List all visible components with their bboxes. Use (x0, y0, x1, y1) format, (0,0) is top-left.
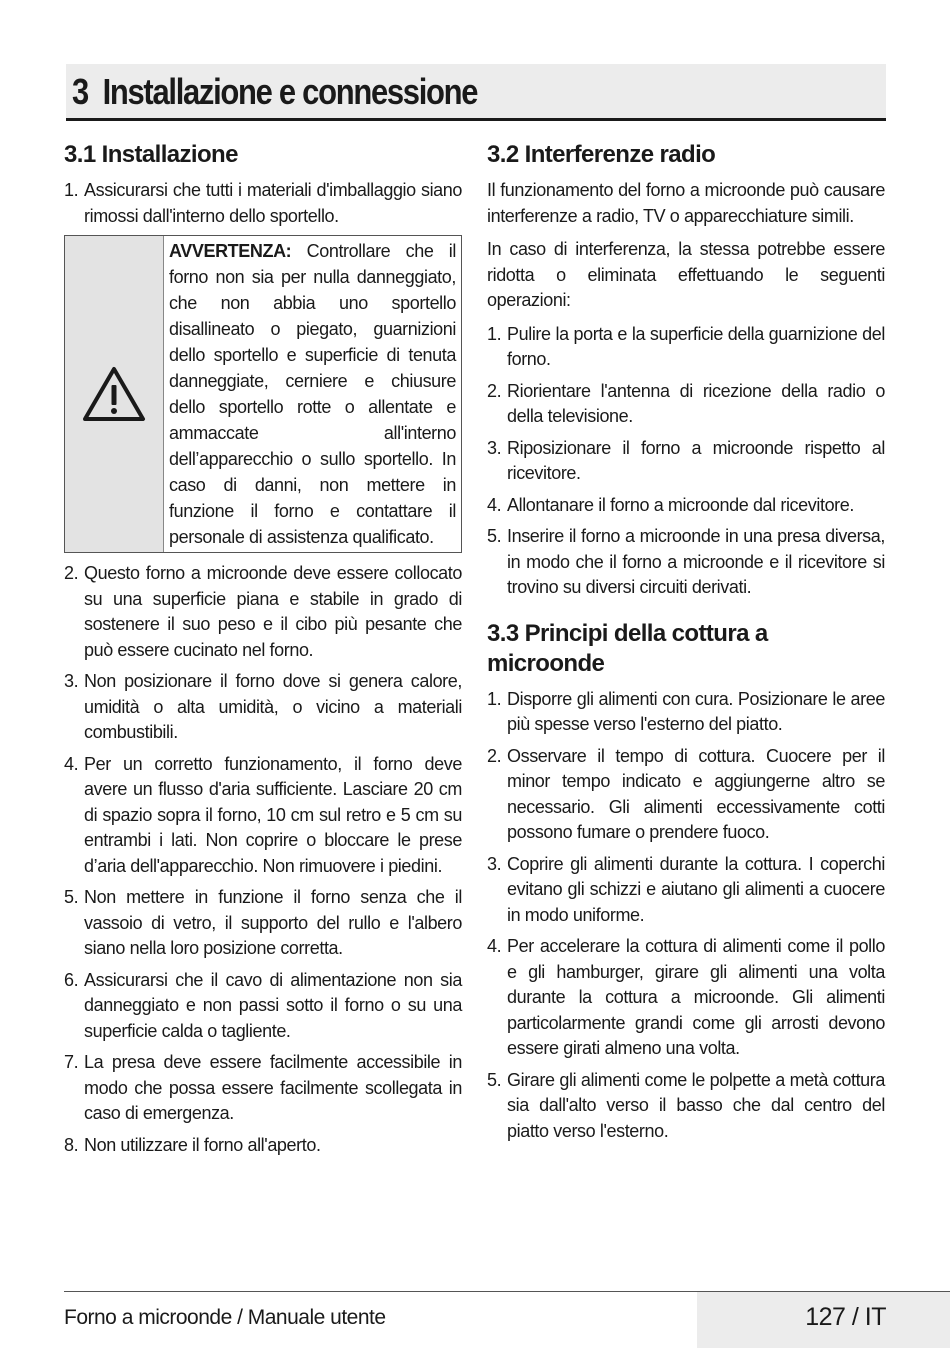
installation-list-part1 (64, 178, 462, 229)
list-item (487, 744, 885, 846)
paragraph: In caso di interferenza, la stessa potrebbe essere ridotta o eliminata effettuando le seguenti operazioni: (487, 239, 885, 310)
item-number: 4. (487, 936, 502, 956)
list-item (487, 1068, 885, 1145)
item-number: 4. (487, 494, 502, 515)
list-item (487, 436, 885, 487)
list-item (64, 1133, 462, 1159)
warning-label: AVVERTENZA: (169, 241, 292, 261)
item-text: Coprire gli alimenti durante la cottura. I coperchi evitano gli schizzi e aiutano gli alimenti a cuocere in modo uniforme. (507, 853, 885, 925)
item-text: Riposizionare il forno a microonde rispetto al ricevitore. (507, 437, 885, 483)
item-number: 2. (487, 380, 502, 401)
item-text: Pulire la porta e la superficie della guarnizione del forno. (507, 323, 885, 369)
list-item (487, 322, 885, 373)
item-number: 4. (64, 753, 79, 774)
list-item (64, 752, 462, 880)
list-item (487, 934, 885, 1062)
list-item (64, 968, 462, 1045)
left-column (64, 140, 462, 1164)
item-text: Non posizionare il forno dove si genera calore, umidità o alta umidità, o vicino a materiali combustibili. (84, 671, 462, 742)
section-heading-interferenze: 3.2 Interferenze radio (487, 141, 716, 168)
interference-list (487, 322, 885, 601)
item-text: Non mettere in funzione il forno senza che il vassoio di vetro, il supporto del rullo e l'albero siano nella loro posizione corretta. (84, 887, 462, 958)
item-text: Per un corretto funzionamento, il forno deve avere un flusso d'aria sufficiente. Lasciare 20 cm di spazio sopra il forno, 10 cm sul retro e 5 cm su entrambi i lati. Non coprire o bloccare le prese d’aria dell'apparecchio. Non rimuovere i piedini. (84, 753, 462, 876)
item-text: Osservare il tempo di cottura. Cuocere per il minor tempo indicato e aggiungerne altro se necessario. Gli alimenti eccessivamente cotti possono fumare o prendere fuoco. (507, 745, 885, 842)
item-text: Disporre gli alimenti con cura. Posizionare le aree più spesse verso l'esterno del piatto. (507, 688, 885, 734)
item-text: Allontanare il forno a microonde dal ricevitore. (507, 494, 854, 515)
chapter-title-text: Installazione e connessione (102, 71, 478, 112)
list-item (64, 669, 462, 746)
item-number: 3. (487, 853, 502, 874)
item-number: 1. (487, 323, 502, 344)
list-item (487, 493, 885, 519)
item-number: 1. (487, 688, 502, 709)
item-text: Per accelerare la cottura di alimenti come il pollo e gli hamburger, girare gli alimenti una volta durante la cottura a microonde. Gli alimenti particolarmente grandi come gli arrosti devono essere girati almeno una volta. (507, 936, 885, 1058)
list-item (487, 687, 885, 738)
list-item (64, 561, 462, 663)
warning-body: Controllare che il forno non sia per nulla danneggiato, che non abbia uno sportello disallineato o piegato, guarnizioni dello sportello e superficie di tenuta danneggiate, cerniere e chiusure dello sportello rotte o allentate e ammaccate all'interno dell’apparecchio o sullo sportello. In caso di danni, non mettere in funzione il forno e contattare il personale di assistenza qualificato. (169, 241, 456, 547)
page-number: 127 / IT (805, 1303, 886, 1331)
item-text: Girare gli alimenti come le polpette a metà cottura sia dall'alto verso il basso che dal centro del piatto verso l'esterno. (507, 1069, 885, 1141)
item-text: Questo forno a microonde deve essere collocato su una superficie piana e stabile in grado di sostenere il suo peso e il cibo più pesante che può essere cucinato nel forno. (84, 563, 462, 660)
item-number: 7. (64, 1052, 79, 1072)
list-item (487, 524, 885, 601)
list-item (64, 178, 462, 229)
item-number: 8. (64, 1134, 79, 1155)
item-text: Inserire il forno a microonde in una presa diversa, in modo che il forno a microonde e il ricevitore si trovino su diversi circuiti derivati. (507, 526, 885, 597)
cooking-principles-list (487, 687, 885, 1145)
section-heading-installazione: 3.1 Installazione (64, 141, 238, 168)
item-number: 3. (487, 437, 502, 458)
item-number: 2. (487, 745, 502, 766)
list-item (487, 852, 885, 929)
list-item (64, 1050, 462, 1127)
installation-list-part2 (64, 561, 462, 1158)
chapter-header (66, 64, 886, 121)
item-number: 2. (64, 563, 79, 583)
item-number: 3. (64, 671, 79, 691)
item-text: Non utilizzare il forno all'aperto. (84, 1134, 321, 1155)
item-number: 5. (64, 887, 79, 907)
paragraph: Il funzionamento del forno a microonde può causare interferenze a radio, TV o apparecchiature simili. (487, 180, 885, 226)
footer-manual-title: Forno a microonde / Manuale utente (64, 1306, 386, 1329)
item-text: La presa deve essere facilmente accessibile in modo che possa essere facilmente scollegata in caso di emergenza. (84, 1052, 462, 1123)
chapter-title (72, 68, 477, 116)
item-text: Assicurarsi che tutti i materiali d'imballaggio siano rimossi dall'interno dello sportello. (84, 180, 462, 226)
warning-box (64, 235, 462, 553)
item-number: 5. (487, 526, 502, 546)
item-text: Riorientare l'antenna di ricezione della radio o della televisione. (507, 380, 885, 426)
chapter-number: 3 (72, 71, 88, 112)
warning-text (164, 236, 461, 552)
list-item (487, 379, 885, 430)
right-column (487, 140, 885, 1150)
item-number: 5. (487, 1069, 502, 1090)
item-text: Assicurarsi che il cavo di alimentazione non sia danneggiato e non passi sotto il forno o su una superficie calda o tagliente. (84, 969, 462, 1041)
item-number: 1. (64, 180, 79, 200)
warning-triangle-icon (82, 365, 146, 423)
warning-icon-cell (65, 236, 164, 552)
item-number: 6. (64, 969, 79, 990)
section-heading-principi: 3.3 Principi della cottura a microonde (487, 619, 768, 677)
list-item (64, 885, 462, 962)
